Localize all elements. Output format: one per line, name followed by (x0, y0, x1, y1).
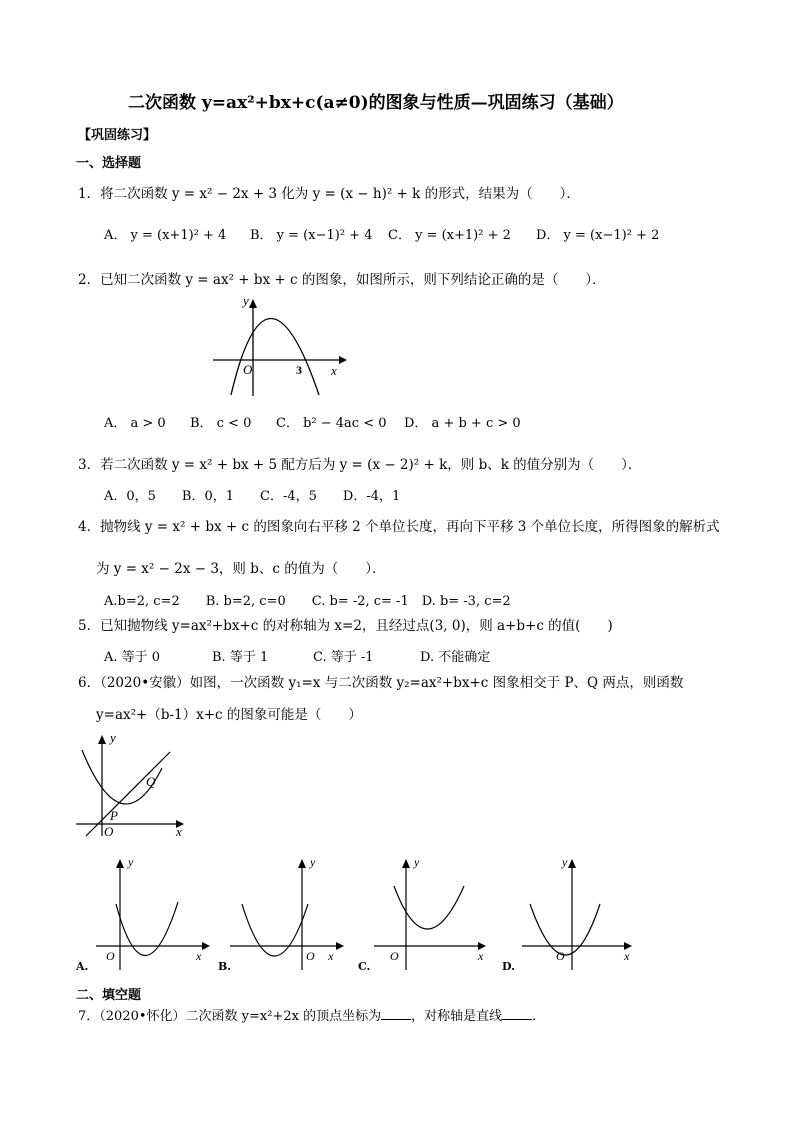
q3-options: A．0，5 B．0，1 C．-4，5 D．-4，1 (104, 489, 401, 504)
practice-header: 【巩固练习】 (78, 128, 157, 143)
question-7-stem (78, 1005, 545, 1024)
q6-option-c-letter: C. (358, 960, 371, 973)
question-6-stem-line1: 6．（2020•安徽）如图，一次函数 y₁=x 与二次函数 y₂=ax²+bx+c 图象相交于 P、Q 两点，则函数 (78, 675, 684, 691)
page-title: 二次函数 y=ax²+bx+c(a≠0)的图象与性质—巩固练习（基础） (128, 93, 624, 113)
question-2-stem: 2．已知二次函数 y = ax² + bx + c 的图象，如图所示，则下列结论正确的是（ ）． (78, 272, 606, 288)
q7-part-a: 7．（2020•怀化）二次函数 y=x²+2x 的顶点坐标为 (78, 1009, 382, 1024)
q2-origin-label: O (243, 362, 253, 377)
svg-text:x: x (624, 949, 630, 963)
question-3-stem: 3．若二次函数 y = x² + bx + 5 配方后为 y = (x − 2)² + k，则 b、k 的值分别为（ ）． (78, 457, 642, 473)
q1-option-d: D． y = (x−1)² + 2 (536, 228, 660, 243)
q2-three-label: 3 (296, 363, 302, 377)
q6-option-b-letter: B. (218, 960, 232, 973)
q7-part-b: ，对称轴是直线 (411, 1009, 503, 1024)
q7-blank-axis[interactable] (502, 1007, 532, 1020)
question-1-stem: 1．将二次函数 y = x² − 2x + 3 化为 y = (x − h)² + k 的形式，结果为（ ）． (78, 186, 580, 202)
q2-x-label: x (331, 363, 337, 378)
q6-x-label: x (176, 824, 182, 838)
svg-text:y: y (562, 855, 568, 869)
q5-option-b: B. 等于 1 (212, 650, 269, 665)
section-choice: 一、选择题 (76, 156, 142, 171)
q5-option-a: A. 等于 0 (104, 650, 161, 665)
q2-option-d: D． a + b + c > 0 (404, 416, 521, 431)
svg-text:O: O (306, 949, 315, 963)
svg-text:O: O (390, 949, 399, 963)
q2-option-c: C． b² − 4ac < 0 (276, 416, 387, 431)
q7-part-c: ． (532, 1009, 546, 1024)
svg-text:y: y (128, 855, 134, 869)
question-4-stem-line1: 4．抛物线 y = x² + bx + c 的图象向右平移 2 个单位长度，再向下平移 3 个单位长度，所得图象的解析式 (78, 519, 720, 535)
q6-option-d-graph (510, 852, 650, 974)
q6-origin-label: O (104, 824, 114, 838)
q2-parabola-graph (205, 290, 350, 402)
q6-y-label: y (110, 730, 116, 745)
q1-option-a: A． y = (x+1)² + 4 (104, 228, 227, 243)
q1-option-c: C． y = (x+1)² + 2 (388, 228, 511, 243)
question-6-stem-line2: y=ax²+（b-1）x+c 的图象可能是（ ） (96, 707, 362, 723)
q6-option-a-letter: A. (76, 960, 89, 973)
q6-main-graph (72, 728, 192, 838)
q6-option-a-graph (74, 852, 214, 974)
q5-option-d: D. 不能确定 (420, 650, 491, 665)
q7-blank-vertex[interactable] (381, 1007, 411, 1020)
svg-text:y: y (310, 855, 316, 869)
q6-p-label: P (110, 808, 118, 823)
q6-option-d-letter: D. (502, 960, 515, 973)
q6-q-label: Q (146, 774, 156, 789)
svg-text:x: x (478, 949, 484, 963)
q4-options: A.b=2, c=2 B. b=2, c=0 C. b= -2, c= -1 D. b= -3, c=2 (104, 594, 511, 609)
svg-text:x: x (328, 949, 334, 963)
svg-text:x: x (196, 949, 202, 963)
q2-y-label: y (243, 293, 249, 308)
svg-text:O: O (556, 949, 565, 963)
q1-option-b: B． y = (x−1)² + 4 (250, 228, 373, 243)
question-4-stem-line2: 为 y = x² − 2x − 3，则 b、c 的值为（ ）． (96, 561, 386, 577)
q6-option-c-graph (362, 852, 502, 974)
svg-text:y: y (414, 855, 420, 869)
question-5-stem: 5．已知抛物线 y=ax²+bx+c 的对称轴为 x=2，且经过点(3, 0)，则 a+b+c 的值( ) (78, 618, 613, 634)
svg-text:O: O (106, 949, 115, 963)
q2-option-b: B． c < 0 (190, 416, 252, 431)
section-fill-in: 二、填空题 (76, 988, 142, 1003)
q2-option-a: A． a > 0 (104, 416, 166, 431)
q5-option-c: C. 等于 -1 (313, 650, 374, 665)
q6-option-b-graph (220, 852, 360, 974)
